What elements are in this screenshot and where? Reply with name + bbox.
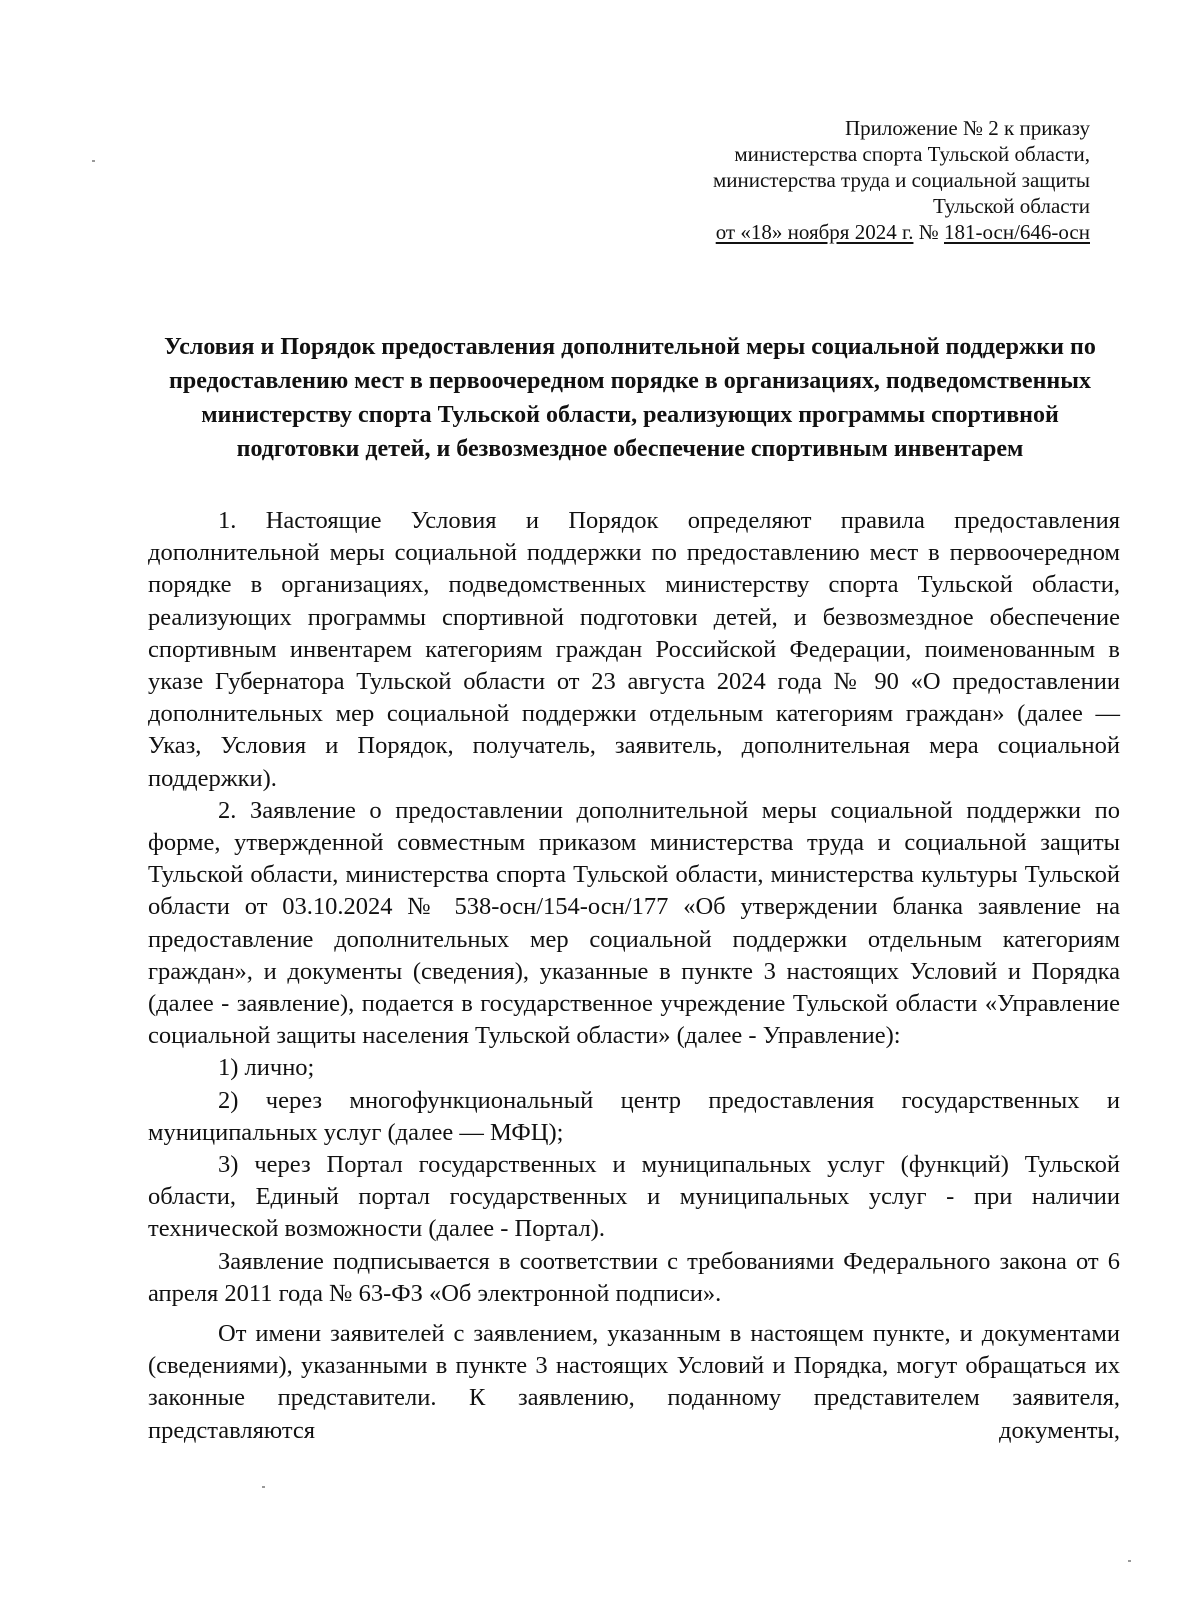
order-number: 181-осн/646-осн bbox=[944, 220, 1090, 244]
header-order-reference bbox=[570, 219, 1090, 245]
document-title: Условия и Порядок предоставления дополнительной меры социальной поддержки по предоставлению мест в первоочередном порядке в организациях, подведомственных министерству спорта Тульской области, реализующих программы спортивной подготовки детей, и безвозмездное обеспечение спортивным инвентарем bbox=[164, 334, 1096, 462]
order-date: от «18» ноября 2024 г. bbox=[715, 220, 914, 244]
list-item-1: 1) лично; bbox=[218, 1054, 315, 1082]
paragraph-representatives: От имени заявителей с заявлением, указанным в настоящем пункте, и документами (сведениями), указанными в пункте 3 настоящих Условий и Порядка, могут обращаться их законные представители. К заявлению, поданному представителем заявителя, представляются документы, bbox=[148, 1320, 1120, 1444]
header-line-1: Приложение № 2 к приказу bbox=[845, 116, 1090, 140]
scan-speck bbox=[92, 160, 95, 162]
list-item-3: 3) через Портал государственных и муниципальных услуг (функций) Тульской области, Единый портал государственных и муниципальных услуг - при наличии технической возможности (далее - Портал). bbox=[148, 1151, 1120, 1243]
header-line-4: Тульской области bbox=[932, 194, 1090, 218]
paragraph-1: 1. Настоящие Условия и Порядок определяют правила предоставления дополнительной меры социальной поддержки по предоставлению мест в первоочередном порядке в организациях, подведомственных министерству спорта Тульской области, реализующих программы спортивной подготовки детей, и безвозмездное обеспечение спортивным инвентарем категориям граждан Российской Федерации, поименованным в указе Губернатора Тульской области от 23 августа 2024 года № 90 «О предоставлении дополнительных мер социальной поддержки отдельным категориям граждан» (далее — Указ, Условия и Порядок, получатель, заявитель, дополнительная мера социальной поддержки). bbox=[148, 507, 1120, 792]
list-item-2: 2) через многофункциональный центр предоставления государственных и муниципальных услуг (далее — МФЦ); bbox=[148, 1086, 1120, 1146]
document-body bbox=[148, 505, 1120, 1447]
scan-speck bbox=[262, 1486, 265, 1488]
header-line-2: министерства спорта Тульской области, bbox=[734, 142, 1090, 166]
order-appendix-header bbox=[570, 115, 1090, 245]
paragraph-signature: Заявление подписывается в соответствии с требованиями Федерального закона от 6 апреля 2011 года № 63-ФЗ «Об электронной подписи». bbox=[148, 1247, 1120, 1307]
order-number-sign: № bbox=[918, 220, 939, 244]
header-line-3: министерства труда и социальной защиты bbox=[712, 168, 1090, 192]
paragraph-2: 2. Заявление о предоставлении дополнительной меры социальной поддержки по форме, утвержденной совместным приказом министерства труда и социальной защиты Тульской области, министерства спорта Тульской области, министерства культуры Тульской области от 03.10.2024 № 538-осн/154-осн/177 «Об утверждении бланка заявление на предоставление дополнительных мер социальной поддержки отдельным категориям граждан», и документы (сведения), указанные в пункте 3 настоящих Условий и Порядка (далее - заявление), подается в государственное учреждение Тульской области «Управление социальной защиты населения Тульской области» (далее - Управление): bbox=[148, 796, 1120, 1050]
scan-speck bbox=[1128, 1560, 1131, 1562]
